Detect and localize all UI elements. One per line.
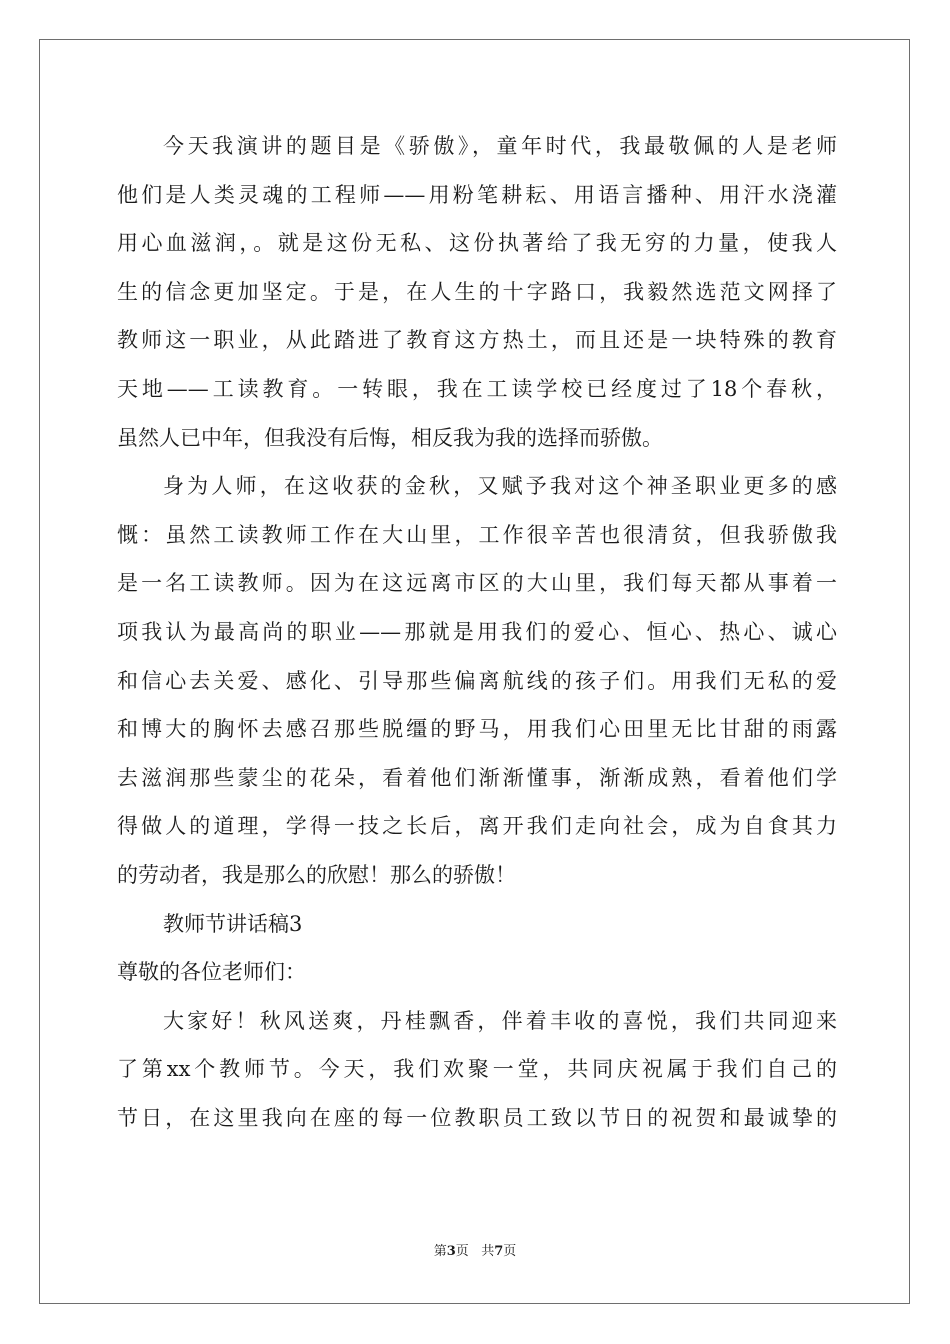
text-line: 教师这一职业，从此踏进了教育这方热土，而且还是一块特殊的教育 — [117, 328, 837, 353]
text-line: 是一名工读教师。因为在这远离市区的大山里，我们每天都从事着一 — [117, 571, 837, 596]
document-body — [117, 122, 837, 1142]
section-heading: 教师节讲话稿3 — [163, 911, 303, 936]
text-line: 项我认为最高尚的职业——那就是用我们的爱心、恒心、热心、诚心 — [117, 619, 837, 644]
text-line: 节日，在这里我向在座的每一位教职员工致以节日的祝贺和最诚挚的 — [117, 1105, 837, 1130]
text-line: 天地——工读教育。一转眼，我在工读学校已经度过了18个春秋， — [117, 376, 837, 401]
text-line: 今天我演讲的题目是《骄傲》，童年时代，我最敬佩的人是老师 — [163, 134, 837, 158]
footer-total-suffix: 页 — [503, 1244, 517, 1259]
text-line: 和博大的胸怀去感召那些脱缰的野马，用我们心田里无比甘甜的雨露 — [117, 717, 837, 742]
text-line: 的劳动者，我是那么的欣慰！那么的骄傲！ — [117, 862, 516, 887]
text-line: 和信心去关爱、感化、引导那些偏离航线的孩子们。用我们无私的爱 — [117, 668, 837, 693]
text-line: 大家好！秋风送爽，丹桂飘香，伴着丰收的喜悦，我们共同迎来 — [163, 1008, 837, 1033]
text-line: 了第xx个教师节。今天，我们欢聚一堂，共同庆祝属于我们自己的 — [117, 1057, 837, 1082]
page-footer — [0, 1240, 950, 1259]
text-line: 身为人师，在这收获的金秋，又赋予我对这个神圣职业更多的感 — [163, 474, 837, 499]
current-page-number: 3 — [446, 1244, 456, 1259]
footer-total-prefix: 共 — [481, 1244, 495, 1259]
text-line: 去滋润那些蒙尘的花朵，看着他们渐渐懂事，渐渐成熟，看着他们学 — [117, 765, 837, 790]
text-line: 慨：虽然工读教师工作在大山里，工作很辛苦也很清贫，但我骄傲我 — [117, 522, 837, 547]
text-line: 用心血滋润，。就是这份无私、这份执著给了我无穷的力量，使我人 — [117, 231, 837, 256]
total-page-number: 7 — [494, 1244, 504, 1259]
text-line: 他们是人类灵魂的工程师——用粉笔耕耘、用语言播种、用汗水浇灌 — [117, 182, 837, 207]
text-line: 虽然人已中年，但我没有后悔，相反我为我的选择而骄傲。 — [117, 425, 663, 450]
text-line: 生的信念更加坚定。于是，在人生的十字路口，我毅然选范文网择了 — [117, 279, 837, 304]
footer-prefix: 第 — [433, 1244, 447, 1259]
footer-page-suffix: 页 — [455, 1244, 469, 1259]
text-line: 得做人的道理，学得一技之长后，离开我们走向社会，成为自食其力 — [117, 814, 837, 839]
salutation: 尊敬的各位老师们： — [117, 960, 306, 985]
